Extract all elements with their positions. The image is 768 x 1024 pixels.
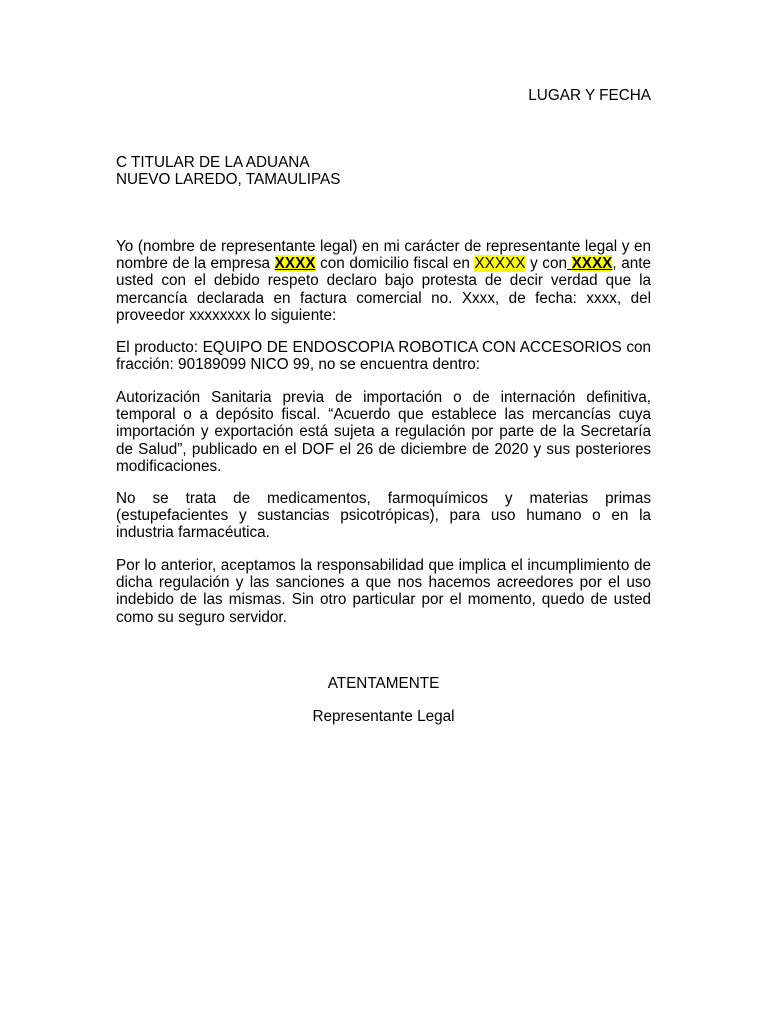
- declaration-paragraph: [116, 238, 651, 324]
- product-paragraph: [116, 339, 651, 373]
- declaration-text-4: , ante usted con el debido respeto declaro bajo protesta de decir verdad que la mercancía declarada en factura comercial no. Xxxx, de fecha: xxxx, del proveedor xxxxxxxx lo siguiente:: [116, 255, 652, 324]
- placeholder-space: [567, 255, 572, 272]
- declaration-text-3: y con: [525, 255, 567, 273]
- exclusion-text: No se trata de medicamentos, farmoquímicos y materias primas (estupefacientes y sustancias psicotrópicas), para uso humano o en la industria farmacéutica.: [116, 490, 651, 542]
- authorization-paragraph: [116, 389, 651, 475]
- place-date: [116, 87, 651, 104]
- recipient-block: [116, 154, 651, 188]
- exclusion-paragraph: [116, 490, 651, 542]
- product-text: El producto: EQUIPO DE ENDOSCOPIA ROBOTICA CON ACCESORIOS con fracción: 90189099 NICO 99, no se encuentra dentro:: [116, 339, 651, 374]
- closing-salutation: [116, 675, 651, 692]
- authorization-text: Autorización Sanitaria previa de importación o de internación definitiva, temporal o a depósito fiscal. “Acuerdo que establece las mercancías cuya importación y exportación está sujeta a regulación por parte de la Secretaría de Salud”, publicado en el DOF el 26 de diciembre de 2020 y sus posteriores modificaciones.: [116, 389, 651, 475]
- responsibility-text: Por lo anterior, aceptamos la responsabilidad que implica el incumplimiento de dicha regulación y las sanciones a que nos hacemos acreedores por el uso indebido de las mismas. Sin otro particular por el momento, quedo de usted como su seguro servidor.: [116, 557, 651, 626]
- recipient-title: C TITULAR DE LA ADUANA: [116, 154, 310, 171]
- responsibility-paragraph: [116, 557, 651, 626]
- address-placeholder: XXXXX: [474, 255, 526, 273]
- recipient-location: NUEVO LAREDO, TAMAULIPAS: [116, 171, 341, 189]
- salutation-text: ATENTAMENTE: [327, 675, 440, 692]
- declaration-text-2: con domicilio fiscal en: [315, 255, 475, 273]
- place-date-text: LUGAR Y FECHA: [528, 87, 651, 104]
- signer-text: Representante Legal: [312, 708, 455, 725]
- signer-line: [116, 708, 651, 725]
- company-placeholder: XXXX: [274, 255, 316, 273]
- declaration-text-1: Yo (nombre de representante legal) en mi carácter de representante legal y en nombre de la empresa: [116, 238, 651, 273]
- rfc-placeholder: XXXX: [571, 255, 613, 273]
